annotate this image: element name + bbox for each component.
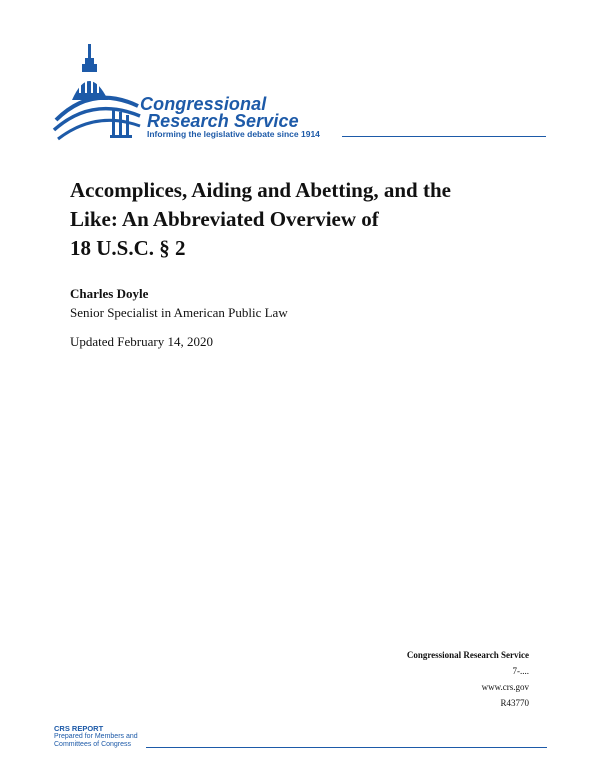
report-title-line-1: Accomplices, Aiding and Abetting, and the: [70, 178, 451, 202]
logo-divider: [342, 136, 546, 137]
report-title: [70, 176, 540, 263]
footer-divider: [146, 747, 547, 748]
logo-title-line-1: Congressional: [140, 94, 267, 114]
publisher-org: Congressional Research Service: [406, 650, 529, 660]
footer-label: [54, 725, 138, 749]
updated-date: Updated February 14, 2020: [70, 334, 213, 349]
footer-line-3: Committees of Congress: [54, 741, 132, 748]
author-name: Charles Doyle: [70, 286, 149, 301]
publisher-phone: 7-....: [512, 666, 529, 676]
footer-line-1: CRS REPORT: [54, 724, 104, 733]
report-title-line-3: 18 U.S.C. § 2: [70, 236, 186, 260]
author-role: Senior Specialist in American Public Law: [70, 305, 288, 320]
logo-tagline: Informing the legislative debate since 1914: [147, 129, 320, 139]
footer-line-2: Prepared for Members and: [54, 733, 138, 740]
report-number: R43770: [500, 698, 529, 708]
report-title-line-2: Like: An Abbreviated Overview of: [70, 207, 379, 231]
publisher-info: [407, 647, 529, 711]
capitol-dome-icon: [52, 40, 142, 145]
logo-title-line-2: Research Service: [147, 111, 299, 131]
crs-logo: [52, 40, 552, 150]
publisher-website: www.crs.gov: [481, 682, 529, 692]
